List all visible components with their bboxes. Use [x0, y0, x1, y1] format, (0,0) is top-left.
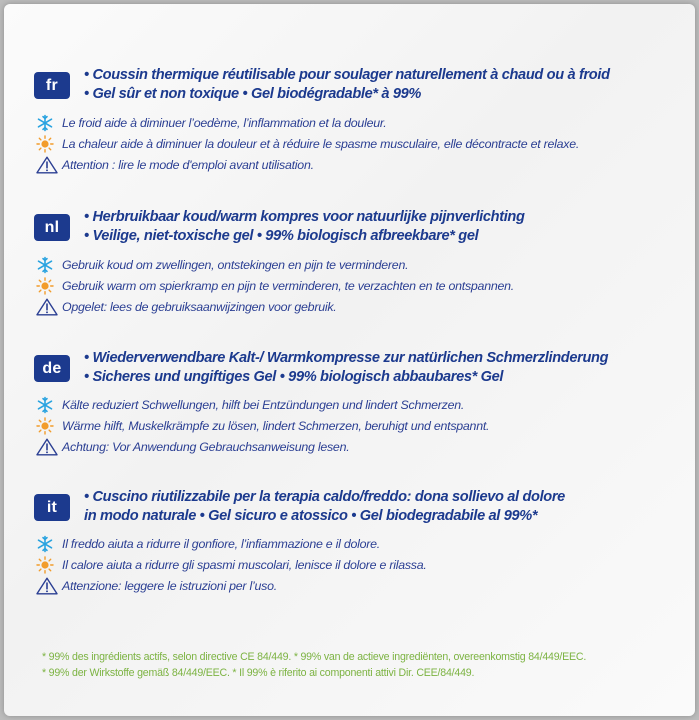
info-rows: [36, 254, 676, 317]
section-heading: [84, 349, 684, 387]
warm-row: [36, 554, 676, 575]
heading-line: • Veilige, niet-toxische gel • 99% biologisch afbreekbare* gel: [84, 228, 479, 244]
cold-row: [36, 533, 676, 554]
warm-text: Il calore aiuta a ridurre gli spasmi muscolari, lenisce il dolore e rilassa.: [62, 557, 427, 572]
heading-line: • Cuscino riutilizzabile per la terapia caldo/freddo: dona sollievo al dolore: [84, 489, 565, 505]
warm-row: [36, 415, 676, 436]
warning-row: [36, 154, 676, 175]
warning-row: [36, 575, 676, 596]
snowflake-icon: [36, 533, 62, 554]
heading-line: • Gel sûr et non toxique • Gel biodégradable* à 99%: [84, 86, 422, 102]
warning-text: Attention : lire le mode d'emploi avant utilisation.: [62, 157, 314, 172]
warning-text: Attenzione: leggere le istruzioni per l’uso.: [62, 578, 277, 593]
snowflake-icon: [36, 112, 62, 133]
warning-row: [36, 296, 676, 317]
cold-text: Gebruik koud om zwellingen, ontstekingen en pijn te verminderen.: [62, 257, 409, 272]
cold-text: Kälte reduziert Schwellungen, hilft bei Entzündungen und lindert Schmerzen.: [62, 397, 465, 412]
heading-line: • Wiederverwendbare Kalt-/ Warmkompresse zur natürlichen Schmerzlinderung: [84, 350, 609, 366]
warm-text: La chaleur aide à diminuer la douleur et à réduire le spasme musculaire, elle décontracte et relaxe.: [62, 136, 580, 151]
cold-row: [36, 112, 676, 133]
section-heading: [84, 488, 684, 526]
cold-text: Le froid aide à diminuer l’oedème, l’inflammation et la douleur.: [62, 115, 387, 130]
footnote-line: * 99% der Wirkstoffe gemäß 84/449/EEC. * Il 99% è riferito ai componenti attivi Dir. CEE/84/449.: [42, 667, 475, 679]
sun-icon: [36, 133, 62, 154]
language-badge-nl: nl: [34, 214, 70, 241]
info-rows: [36, 112, 676, 175]
warning-row: [36, 436, 676, 457]
language-badge-it: it: [34, 494, 70, 521]
snowflake-icon: [36, 394, 62, 415]
warning-text: Opgelet: lees de gebruiksaanwijzingen voor gebruik.: [62, 299, 337, 314]
cold-row: [36, 394, 676, 415]
warm-row: [36, 275, 676, 296]
snowflake-icon: [36, 254, 62, 275]
warning-triangle-icon: [36, 154, 62, 175]
section-heading: [84, 66, 684, 104]
section-heading: [84, 208, 684, 246]
language-badge-de: de: [34, 355, 70, 382]
footnote-line: * 99% des ingrédients actifs, selon directive CE 84/449. * 99% van de actieve ingrediënten, overeenkomstig 84/449/EEC.: [42, 651, 587, 663]
warm-text: Gebruik warm om spierkramp en pijn te verminderen, te verzachten en te ontspannen.: [62, 278, 514, 293]
sun-icon: [36, 275, 62, 296]
warm-row: [36, 133, 676, 154]
heading-line: • Herbruikbaar koud/warm kompres voor natuurlijke pijnverlichting: [84, 209, 525, 225]
info-rows: [36, 394, 676, 457]
footnotes: [42, 649, 662, 681]
language-badge-fr: fr: [34, 72, 70, 99]
sun-icon: [36, 554, 62, 575]
warning-triangle-icon: [36, 436, 62, 457]
heading-line: in modo naturale • Gel sicuro e atossico • Gel biodegradabile al 99%*: [84, 508, 538, 524]
warning-text: Achtung: Vor Anwendung Gebrauchsanweisung lesen.: [62, 439, 350, 454]
heading-line: • Sicheres und ungiftiges Gel • 99% biologisch abbaubares* Gel: [84, 369, 504, 385]
warning-triangle-icon: [36, 296, 62, 317]
cold-text: Il freddo aiuta a ridurre il gonfiore, l’infiammazione e il dolore.: [62, 536, 380, 551]
sun-icon: [36, 415, 62, 436]
info-rows: [36, 533, 676, 596]
warm-text: Wärme hilft, Muskelkrämpfe zu lösen, lindert Schmerzen, beruhigt und entspannt.: [62, 418, 490, 433]
warning-triangle-icon: [36, 575, 62, 596]
heading-line: • Coussin thermique réutilisable pour soulager naturellement à chaud ou à froid: [84, 67, 610, 83]
cold-row: [36, 254, 676, 275]
